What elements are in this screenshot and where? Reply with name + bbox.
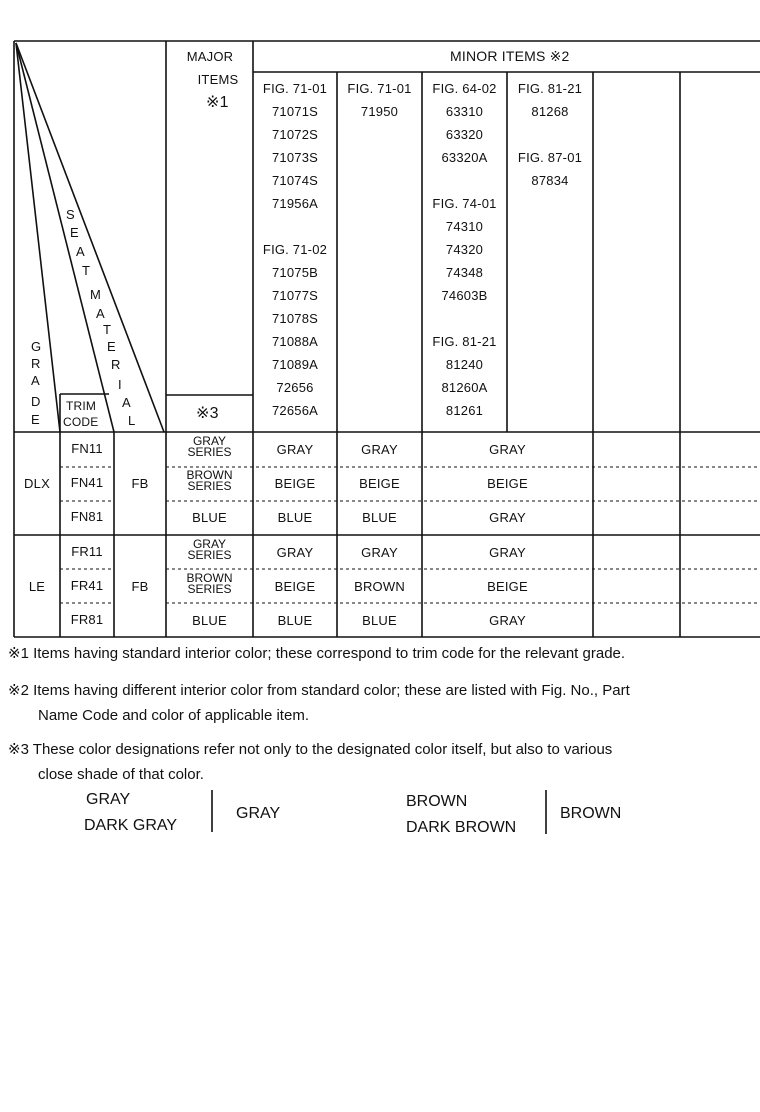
note-3-cont: close shade of that color. bbox=[38, 766, 204, 783]
fig-number: FIG. 64-02 bbox=[432, 81, 497, 96]
part-number: 81268 bbox=[531, 104, 569, 119]
minor-color: BLUE bbox=[277, 510, 313, 525]
grade-name: LE bbox=[28, 579, 46, 594]
note-2-cont: Name Code and color of applicable item. bbox=[38, 707, 309, 724]
part-number: 71075B bbox=[271, 265, 319, 280]
minor-color: GRAY bbox=[489, 545, 526, 560]
major-color: GRAY bbox=[192, 434, 227, 448]
minor-color: BLUE bbox=[277, 613, 313, 628]
major-items-title-2: ITEMS bbox=[197, 72, 239, 87]
minor-color: BLUE bbox=[362, 510, 397, 525]
part-number: 74348 bbox=[445, 265, 484, 280]
note1-marker: ※1 bbox=[206, 94, 229, 111]
minor-color: BEIGE bbox=[359, 476, 400, 491]
minor-color: BEIGE bbox=[274, 579, 316, 594]
minor-color: GRAY bbox=[489, 442, 526, 457]
part-number: 71073S bbox=[271, 150, 319, 165]
major-color: BROWN bbox=[186, 571, 233, 585]
example-dark-gray: DARK GRAY bbox=[84, 817, 178, 834]
minor-color: GRAY bbox=[489, 613, 526, 628]
example-dark-brown: DARK BROWN bbox=[406, 819, 517, 836]
part-number: 71950 bbox=[360, 104, 399, 119]
minor-color: GRAY bbox=[276, 545, 314, 560]
part-number: 74603B bbox=[441, 288, 488, 303]
trim-code: FR81 bbox=[70, 612, 104, 627]
part-number: 72656 bbox=[276, 380, 314, 395]
minor-color: GRAY bbox=[361, 442, 398, 457]
major-color: BLUE bbox=[192, 510, 227, 525]
note-2: ※2 Items having different interior color from standard color; these are listed with Fig. No., Part bbox=[8, 682, 630, 699]
part-number: 87834 bbox=[531, 173, 569, 188]
fig-number: FIG. 81-21 bbox=[432, 334, 497, 349]
trim-label: TRIM bbox=[66, 399, 97, 413]
part-number: 74310 bbox=[445, 219, 484, 234]
major-items-title: MAJOR bbox=[186, 49, 234, 64]
major-color-suffix: SERIES bbox=[187, 582, 232, 596]
note3-marker: ※3 bbox=[196, 405, 219, 422]
part-number: 63320A bbox=[441, 150, 488, 165]
example-gray-result: GRAY bbox=[236, 805, 281, 822]
example-gray: GRAY bbox=[86, 791, 131, 808]
major-color-suffix: SERIES bbox=[187, 548, 232, 562]
major-color: GRAY bbox=[192, 537, 227, 551]
major-color: BROWN bbox=[186, 468, 233, 482]
fig-number: FIG. 87-01 bbox=[517, 150, 583, 165]
minor-color: BEIGE bbox=[274, 476, 316, 491]
trim-code: FN41 bbox=[70, 475, 104, 490]
major-color-suffix: SERIES bbox=[187, 445, 232, 459]
note-1: ※1 Items having standard interior color; these correspond to trim code for the relevant grade. bbox=[8, 645, 626, 662]
part-number: 81240 bbox=[445, 357, 484, 372]
grade-name: DLX bbox=[24, 476, 50, 491]
seat-material-code: FB bbox=[131, 476, 149, 491]
minor-color: BEIGE bbox=[487, 476, 528, 491]
major-color: BLUE bbox=[192, 613, 227, 628]
minor-items-title: MINOR ITEMS ※2 bbox=[450, 48, 570, 64]
part-number: 81261 bbox=[445, 403, 484, 418]
minor-color: GRAY bbox=[361, 545, 398, 560]
part-number: 63310 bbox=[445, 104, 484, 119]
part-number: 63320 bbox=[445, 127, 484, 142]
fig-number: FIG. 74-01 bbox=[432, 196, 497, 211]
fig-number: FIG. 71-01 bbox=[262, 81, 328, 96]
part-number: 71074S bbox=[271, 173, 319, 188]
seat-material-code: FB bbox=[131, 579, 149, 594]
fig-number: FIG. 71-01 bbox=[347, 81, 412, 96]
note-3: ※3 These color designations refer not only to the designated color itself, but also to various bbox=[8, 741, 613, 758]
minor-color: BEIGE bbox=[487, 579, 528, 594]
part-number: 71089A bbox=[271, 357, 319, 372]
part-number: 74320 bbox=[445, 242, 484, 257]
part-number: 71071S bbox=[271, 104, 319, 119]
trim-code: FN81 bbox=[70, 509, 104, 524]
part-number: 71088A bbox=[271, 334, 319, 349]
code-label: CODE bbox=[63, 415, 99, 429]
part-number: 71956A bbox=[271, 196, 319, 211]
trim-code: FR11 bbox=[71, 544, 103, 559]
part-number: 81260A bbox=[441, 380, 488, 395]
part-number: 72656A bbox=[271, 403, 319, 418]
trim-code: FR41 bbox=[70, 578, 104, 593]
minor-color: BLUE bbox=[362, 613, 397, 628]
example-brown: BROWN bbox=[406, 793, 468, 810]
minor-color: BROWN bbox=[354, 579, 405, 594]
part-number: 71072S bbox=[271, 127, 319, 142]
major-color-suffix: SERIES bbox=[187, 479, 232, 493]
fig-number: FIG. 71-02 bbox=[262, 242, 328, 257]
example-brown-result: BROWN bbox=[560, 805, 622, 822]
trim-code: FN11 bbox=[71, 441, 103, 456]
minor-color: GRAY bbox=[489, 510, 526, 525]
part-number: 71077S bbox=[271, 288, 319, 303]
minor-color: GRAY bbox=[276, 442, 314, 457]
part-number: 71078S bbox=[271, 311, 319, 326]
fig-number: FIG. 81-21 bbox=[517, 81, 583, 96]
